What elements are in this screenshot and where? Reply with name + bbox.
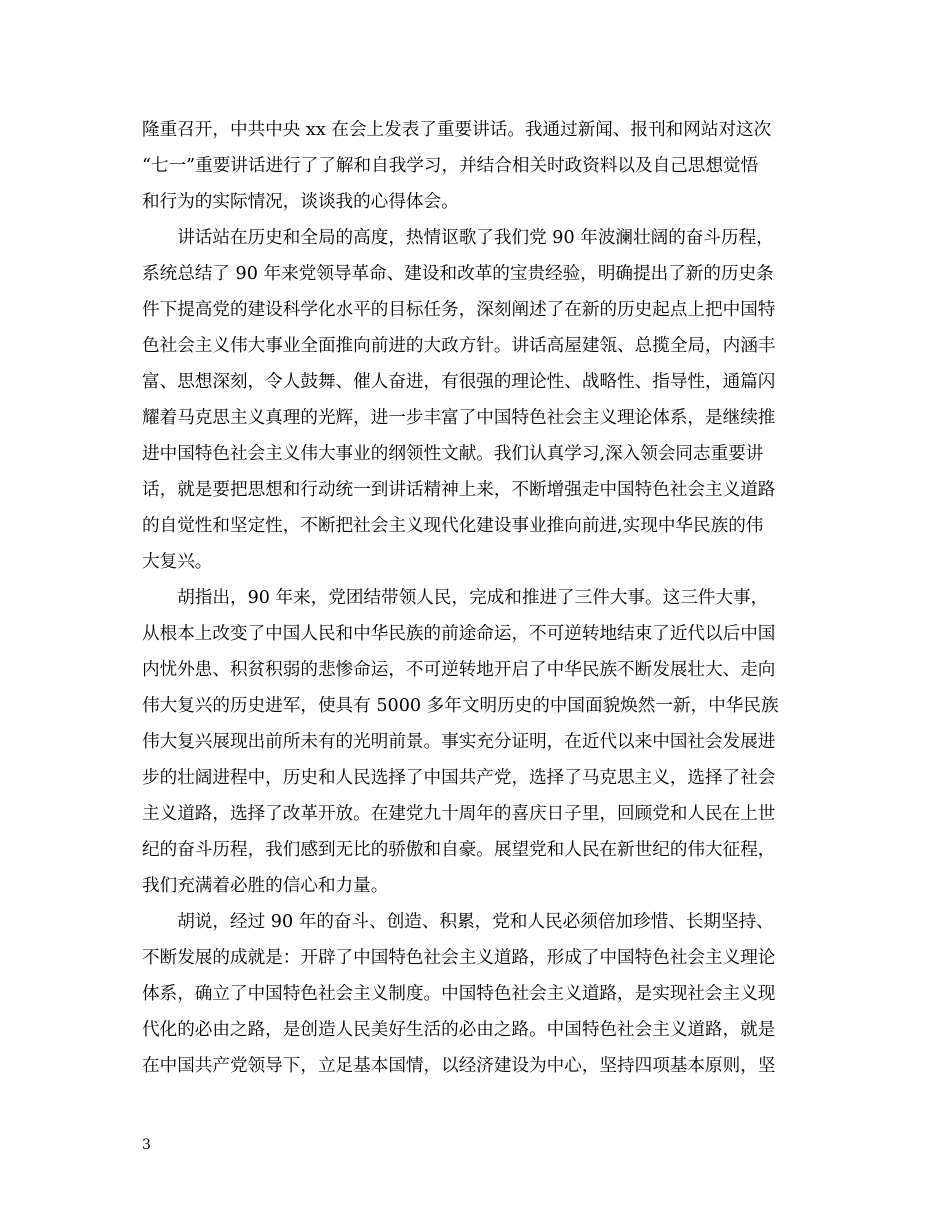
text-line: 富、思想深刻，令人鼓舞、催人奋进，有很强的理论性、战略性、指导性，通篇闪: [142, 372, 776, 392]
text-line: 体系，确立了中国特色社会主义制度。中国特色社会主义道路，是实现社会主义现: [142, 984, 776, 1004]
text-line: 在中国共产党领导下，立足基本国情，以经济建设为中心，坚持四项基本原则，坚: [142, 1056, 776, 1076]
text-line: 从根本上改变了中国人民和中华民族的前途命运，不可逆转地结束了近代以后中国: [142, 624, 776, 644]
text-line: 步的壮阔进程中，历史和人民选择了中国共产党，选择了马克思主义，选择了社会: [142, 768, 776, 788]
text-line: 胡说，经过 90 年的奋斗、创造、积累，党和人民必须倍加珍惜、长期坚持、: [142, 912, 774, 932]
text-line: 胡指出，90 年来，党团结带领人民，完成和推进了三件大事。这三件大事，: [142, 588, 769, 608]
text-line: 色社会主义伟大事业全面推向前进的大政方针。讲话高屋建瓴、总揽全局，内涵丰: [142, 336, 776, 356]
text-line: 和行为的实际情况，谈谈我的心得体会。: [142, 192, 459, 212]
text-line: 隆重召开，中共中央 xx 在会上发表了重要讲话。我通过新闻、报刊和网站对这次: [142, 120, 772, 140]
text-line: 我们充满着必胜的信心和力量。: [142, 876, 389, 896]
text-line: 讲话站在历史和全局的高度，热情讴歌了我们党 90 年波澜壮阔的奋斗历程，: [142, 228, 774, 248]
text-line: 件下提高党的建设科学化水平的目标任务，深刻阐述了在新的历史起点上把中国特: [142, 300, 776, 320]
text-line: 系统总结了 90 年来党领导革命、建设和改革的宝贵经验，明确提出了新的历史条: [142, 264, 774, 284]
text-line: 内忧外患、积贫积弱的悲惨命运，不可逆转地开启了中华民族不断发展壮大、走向: [142, 660, 776, 680]
text-line: “七一”重要讲话进行了了解和自我学习，并结合相关时政资料以及自己思想觉悟: [142, 156, 759, 176]
text-line: 伟大复兴展现出前所未有的光明前景。事实充分证明，在近代以来中国社会发展进: [142, 732, 776, 752]
text-line: 不断发展的成就是：开辟了中国特色社会主义道路，形成了中国特色社会主义理论: [142, 948, 776, 968]
text-line: 耀着马克思主义真理的光辉，进一步丰富了中国特色社会主义理论体系，是继续推: [142, 408, 776, 428]
text-line: 进中国特色社会主义伟大事业的纲领性文献。我们认真学习,深入领会同志重要讲: [142, 444, 764, 464]
text-line: 的自觉性和坚定性，不断把社会主义现代化建设事业推向前进,实现中华民族的伟: [142, 516, 764, 536]
text-line: 主义道路，选择了改革开放。在建党九十周年的喜庆日子里，回顾党和人民在上世: [142, 804, 776, 824]
text-line: 纪的奋斗历程，我们感到无比的骄傲和自豪。展望党和人民在新世纪的伟大征程，: [142, 840, 776, 860]
page-number: 3: [142, 1137, 151, 1153]
text-line: 代化的必由之路，是创造人民美好生活的必由之路。中国特色社会主义道路，就是: [142, 1020, 776, 1040]
text-line: 伟大复兴的历史进军，使具有 5000 多年文明历史的中国面貌焕然一新，中华民族: [142, 696, 779, 716]
text-line: 大复兴。: [142, 552, 213, 572]
text-line: 话，就是要把思想和行动统一到讲话精神上来，不断增强走中国特色社会主义道路: [142, 480, 776, 500]
